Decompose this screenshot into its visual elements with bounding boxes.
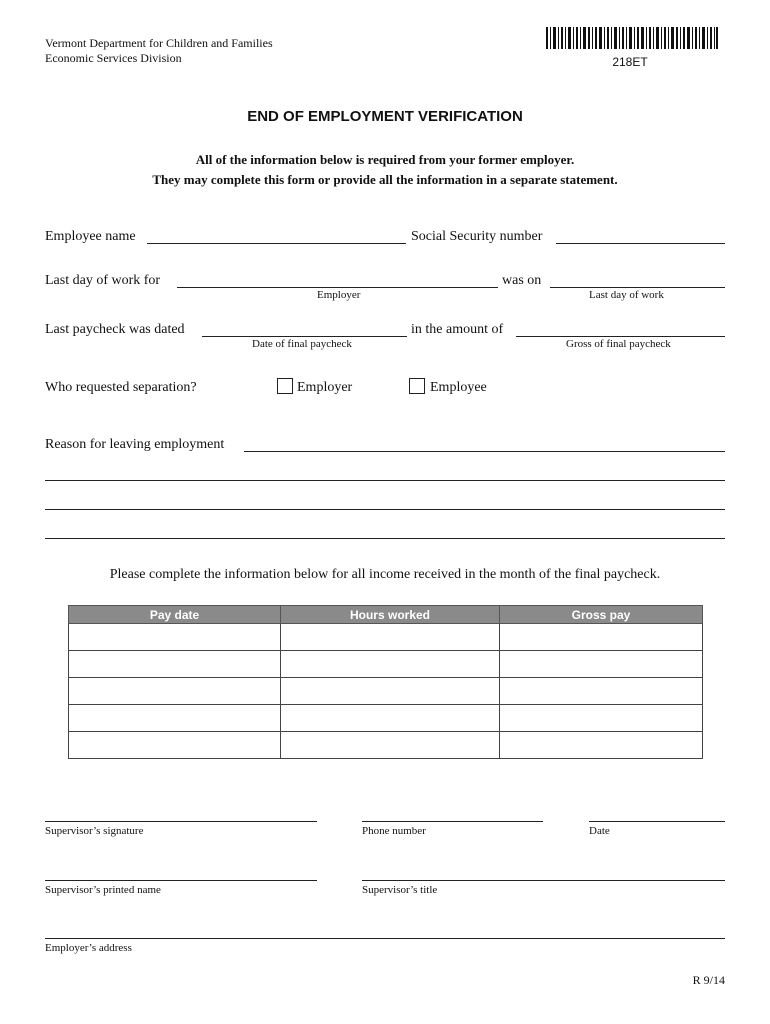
employee-name-field[interactable] <box>147 243 406 244</box>
date-final-caption: Date of final paycheck <box>252 338 352 350</box>
form-number: 218ET <box>612 55 648 69</box>
who-requested-label: Who requested separation? <box>45 380 197 395</box>
amount-label: in the amount of <box>411 322 504 337</box>
gross-pay-cell[interactable] <box>500 651 703 678</box>
pay-date-cell[interactable] <box>69 624 281 651</box>
barcode <box>546 27 718 49</box>
employee-option-label: Employee <box>430 380 487 395</box>
employer-checkbox[interactable] <box>277 378 293 394</box>
hours-worked-header: Hours worked <box>281 606 500 624</box>
gross-pay-cell[interactable] <box>500 732 703 759</box>
employee-name-label: Employee name <box>45 229 136 244</box>
reason-line-3[interactable] <box>45 509 725 510</box>
table-row <box>69 732 703 759</box>
pay-date-cell[interactable] <box>69 705 281 732</box>
employer-address-label: Employer’s address <box>45 942 132 954</box>
employer-caption: Employer <box>317 289 361 301</box>
supervisor-title-label: Supervisor’s title <box>362 884 438 896</box>
hours-worked-cell[interactable] <box>281 624 500 651</box>
reason-line-4[interactable] <box>45 538 725 539</box>
last-day-for-label: Last day of work for <box>45 273 161 288</box>
agency-name: Vermont Department for Children and Families <box>45 36 273 50</box>
last-day-caption: Last day of work <box>589 289 664 301</box>
hours-worked-cell[interactable] <box>281 678 500 705</box>
date-label: Date <box>589 825 610 837</box>
table-row <box>69 624 703 651</box>
pay-date-cell[interactable] <box>69 678 281 705</box>
gross-pay-header: Gross pay <box>500 606 703 624</box>
employer-name-field[interactable] <box>177 287 498 288</box>
gross-pay-cell[interactable] <box>500 624 703 651</box>
supervisor-signature-line[interactable] <box>45 821 317 822</box>
division-name: Economic Services Division <box>45 51 182 65</box>
reason-label: Reason for leaving employment <box>45 437 225 452</box>
last-paycheck-label: Last paycheck was dated <box>45 322 185 337</box>
gross-pay-cell[interactable] <box>500 705 703 732</box>
hours-worked-cell[interactable] <box>281 732 500 759</box>
pay-date-header: Pay date <box>69 606 281 624</box>
reason-line-2[interactable] <box>45 480 725 481</box>
instruction-line-1: All of the information below is required from your former employer. <box>195 152 575 167</box>
table-row <box>69 705 703 732</box>
instruction-line-2: They may complete this form or provide all the information in a separate statement. <box>152 172 618 187</box>
last-day-field[interactable] <box>550 287 725 288</box>
table-row <box>69 651 703 678</box>
pay-date-cell[interactable] <box>69 732 281 759</box>
was-on-label: was on <box>502 273 542 288</box>
hours-worked-cell[interactable] <box>281 705 500 732</box>
date-line[interactable] <box>589 821 725 822</box>
pay-table <box>68 605 703 759</box>
printed-name-line[interactable] <box>45 880 317 881</box>
reason-line-1[interactable] <box>244 451 725 452</box>
ssn-label: Social Security number <box>411 229 543 244</box>
employer-option-label: Employer <box>297 380 353 395</box>
table-row <box>69 678 703 705</box>
employee-checkbox[interactable] <box>409 378 425 394</box>
employer-address-line[interactable] <box>45 938 725 939</box>
ssn-field[interactable] <box>556 243 725 244</box>
supervisor-signature-label: Supervisor’s signature <box>45 825 144 837</box>
agency-header <box>45 36 273 66</box>
form-title: END OF EMPLOYMENT VERIFICATION <box>247 108 523 125</box>
hours-worked-cell[interactable] <box>281 651 500 678</box>
supervisor-title-line[interactable] <box>362 880 725 881</box>
revision-label: R 9/14 <box>692 973 725 987</box>
gross-pay-cell[interactable] <box>500 678 703 705</box>
paycheck-amount-field[interactable] <box>516 336 725 337</box>
pay-table-header <box>69 606 703 624</box>
pay-date-cell[interactable] <box>69 651 281 678</box>
paycheck-date-field[interactable] <box>202 336 407 337</box>
phone-number-line[interactable] <box>362 821 543 822</box>
phone-number-label: Phone number <box>362 825 426 837</box>
gross-final-caption: Gross of final paycheck <box>566 338 671 350</box>
income-instruction: Please complete the information below for all income received in the month of the final paycheck. <box>109 567 661 582</box>
printed-name-label: Supervisor’s printed name <box>45 884 161 896</box>
